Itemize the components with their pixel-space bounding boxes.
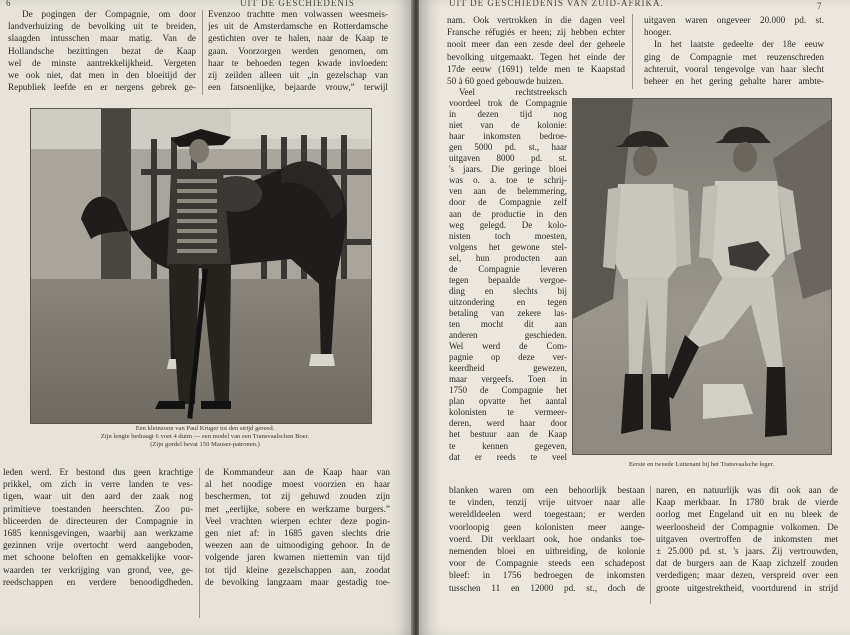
right-photo-caption: Eerste en tweede Luitenant bij het Transvaalsche leger. xyxy=(628,461,774,468)
left-photo-caption xyxy=(80,425,330,449)
text-line: Fransche réfugiés er heen; zij hebben echter xyxy=(447,27,625,38)
text-line: nooit meer dan een zesde deel der geheele xyxy=(447,39,625,50)
text-line: voor de Compagnie steeds een schadepost xyxy=(449,558,645,569)
text-line: volgende jaren kwamen niettemin van tijd xyxy=(205,552,390,563)
text-line: ven aan de belemmering, xyxy=(449,186,567,197)
text-line: 17de eeuw (1691) telde men te Kaapstad xyxy=(447,63,625,74)
column-rule xyxy=(199,468,200,618)
text-line: betaling van zekere las- xyxy=(449,307,567,318)
text-line: in dezen tijd nog xyxy=(449,109,567,120)
text-line: nam. Ook vertrokken in die dagen veel xyxy=(447,15,625,25)
text-line: gestichten over te halen, naar de Kaap te xyxy=(208,33,388,44)
text-line: gezinnen vrije overtocht werd aangeboden, xyxy=(3,540,193,551)
text-line: wel de minste aantrekkelijkheid. Vergeten xyxy=(8,57,196,68)
text-line: voordeel trok de Compagnie xyxy=(449,98,567,109)
right-page xyxy=(419,0,850,635)
text-line: naren, en natuurlijk was dit ook aan de xyxy=(656,485,838,495)
left-col1-top xyxy=(8,8,196,93)
right-running-head: UIT DE GESCHIEDENIS VAN ZUID-AFRIKA. xyxy=(449,0,664,8)
caption-line: Een kleinzoon van Paul Kruger tot den strijd gereed. xyxy=(135,425,275,432)
left-col2-bottom xyxy=(205,466,390,588)
text-line: de Compagnie leveren xyxy=(449,263,567,274)
right-page-number: 7 xyxy=(817,1,823,11)
lieutenants-illustration xyxy=(573,99,831,454)
left-col1-bottom xyxy=(3,466,193,588)
text-line: haar inkomsten bedroe- xyxy=(449,131,567,142)
text-line: we ook niet, dat men in den bloeitijd der xyxy=(8,70,196,81)
text-line: 50 à 60 goed gebouwde huizen. xyxy=(447,76,564,87)
text-line: al het noodige moest voorzien en haar xyxy=(205,479,390,490)
text-line: door de Compagnie zelf xyxy=(449,197,567,208)
text-line: tot tijd kleine gezelschappen aan, zoodat xyxy=(205,564,390,575)
left-running-head: UIT DE GESCHIEDENIS xyxy=(240,0,355,8)
lieutenants-photo xyxy=(572,98,832,455)
text-line: te vinden, tenzij vrije uitvoer naar alle xyxy=(449,497,645,508)
text-line: pagnie op deze ver- xyxy=(449,352,567,363)
text-line: gen niet af: in 1685 gaven slechts drie xyxy=(205,528,390,539)
text-line: sel, hun producten aan xyxy=(449,252,567,263)
text-line: wereldldeelen werd toegestaan; er werden xyxy=(449,509,645,520)
text-line: het bestuur aan de Kaap xyxy=(449,429,567,440)
caption-line: Zijn lengte bedraagt 6 voet 4 duim — een model van een Transvaalschen Boer. xyxy=(100,433,310,440)
text-line: niet van de kolonie: xyxy=(449,120,567,131)
text-line: met „eerlijke, sobere en werkzame burgers.” xyxy=(205,503,390,514)
column-rule xyxy=(650,486,651,604)
text-line: weezen aan de uitnoodiging gehoor. In de xyxy=(205,540,390,551)
text-line: zij zeilden alleen uit „in gezelschap van xyxy=(208,70,388,81)
text-line: keerdheid gewezen, xyxy=(449,363,567,374)
text-line: met schoone beloften en gemakkelijke voor- xyxy=(3,552,193,563)
text-line: tigen, waar uit den aard der zaak nog xyxy=(3,491,193,502)
text-line: uitzondering en tegen xyxy=(449,296,567,307)
text-line: ging de Compagnie met reuzenschreden xyxy=(644,51,824,62)
text-line: haar te behoeden tegen kwade invloeden: xyxy=(208,57,388,68)
text-line: ding en slechts bij xyxy=(449,285,567,296)
text-line: In het laatste gedeelte der 18e eeuw xyxy=(654,39,824,50)
text-line: Kaap merkbaar. In 1780 brak de vierde xyxy=(656,497,838,508)
text-line: beheer en het gering gehalte harer ambte- xyxy=(644,76,824,87)
text-line: jes uit de Amsterdamsche en Rotterdamsche xyxy=(208,21,388,32)
text-line: ± 25.000 pd. st. 's jaars. Zij vertrouwden, xyxy=(656,546,838,557)
right-col2-top xyxy=(644,14,824,87)
text-line: Republiek leefde en er nergens gebrek ge- xyxy=(8,82,196,93)
text-line: primitieve toestanden heerschten. Zoo pu- xyxy=(3,503,193,514)
text-line: Hollandsche bezittingen bezat de Kaap xyxy=(8,45,196,56)
text-line: weg gelegd. De kolo- xyxy=(449,219,567,230)
text-line: prikkel, om zich in verre landen te ves- xyxy=(3,479,193,490)
text-line: kolonisten te vermeer- xyxy=(449,407,567,418)
text-line: achteruit, vooral tengevolge van haar slecht xyxy=(644,63,824,74)
text-line: tusschen 11 en 12000 pd. st., doch de xyxy=(449,582,645,593)
left-col2-top xyxy=(208,8,388,93)
text-line: tegen bepaalde vergoe- xyxy=(449,274,567,285)
text-line: Evenzoo trachtte men volwassen weesmeis- xyxy=(208,9,388,19)
right-narrow-column xyxy=(449,87,567,463)
text-line: gen 5000 pd. st., haar xyxy=(449,142,567,153)
text-line: verdedigen; maar dezen, verspreid over een xyxy=(656,570,838,581)
text-line: landverhuizing de bevolking uit te breiden, xyxy=(8,21,196,32)
text-line: een fatsoenlijke, bejaarde vrouw,” terwijl xyxy=(208,82,388,93)
text-line: Veel vrachten wierpen echter deze pogin- xyxy=(205,515,390,526)
text-line: uitgaven 8000 pd. st. xyxy=(449,153,567,164)
column-rule xyxy=(632,14,633,89)
text-line: bleef: in 1756 bedroegen de inkomsten xyxy=(449,570,645,581)
text-line: bevolking uitgemaakt. Tegen het einde der xyxy=(447,51,625,62)
text-line: waarden ter verkrijging van grond, vee, ge- xyxy=(3,564,193,575)
right-col1-top xyxy=(447,14,625,87)
text-line: nisten toch moesten, xyxy=(449,230,567,241)
text-line: 's jaars. Die geringe bloei xyxy=(449,164,567,175)
text-line: groote uitgestrektheid, voortdurend in strijd xyxy=(656,582,838,593)
column-rule xyxy=(202,10,203,95)
text-line: gaan. Voorzorgen werden genomen, om xyxy=(208,45,388,56)
text-line: deren, werd haar door xyxy=(449,418,567,429)
text-line: slaagden intusschen maar matig. Van de xyxy=(8,33,196,44)
text-line: maar vergeefs. Toen in xyxy=(449,374,567,385)
text-line: reedschappen en verdere benoodigdheden. xyxy=(3,576,193,587)
left-page-number: 6 xyxy=(6,0,12,8)
text-line: dat de burgers aan de Kaap zichzelf zouden xyxy=(656,558,838,569)
boer-with-horse-illustration xyxy=(31,109,371,423)
text-line: leden werd. Er bestond dus geen krachtige xyxy=(3,467,193,477)
text-line: aan de productie in den xyxy=(449,208,567,219)
text-line: plan opvatte het aantal xyxy=(449,396,567,407)
text-line: oorlog met Engeland uit en nu bleek de xyxy=(656,509,838,520)
text-line: ten mocht dit aan xyxy=(449,318,567,329)
text-line: was o. a. toe te schrij- xyxy=(449,175,567,186)
text-line: voerd. Dit verklaart ook, hoe ondanks toe- xyxy=(449,533,645,544)
text-line: Wel werd de Com- xyxy=(449,341,567,352)
boer-with-horse-photo xyxy=(30,108,372,424)
right-col2-bottom xyxy=(656,484,838,594)
text-line: uitgaven waren ongeveer 20.000 pd. st. xyxy=(644,15,824,25)
text-line: dat er reeds te veel xyxy=(449,451,567,462)
text-line: bliceerden de directeuren der Compagnie in xyxy=(3,515,193,526)
text-line: nemenden bloei en uitbreiding, de kolonie xyxy=(449,546,645,557)
text-line: De pogingen der Compagnie, om door xyxy=(22,9,196,19)
right-col1-bottom xyxy=(449,484,645,594)
text-line: beschermen, tot zij gehuwd zouden zijn xyxy=(205,491,390,502)
caption-line: (Zijn gordel bevat 150 Mauser-patronen.) xyxy=(150,441,260,448)
left-page xyxy=(0,0,413,635)
text-line: de bevolking langzaam maar gestadig toe- xyxy=(205,576,390,587)
text-line: Veel rechtstreeksch xyxy=(459,87,567,97)
text-line: 1750 de Compagnie het xyxy=(449,385,567,396)
text-line: hooger. xyxy=(644,27,672,38)
text-line: voorloopig geen kolonisten meer aange- xyxy=(449,521,645,532)
text-line: blanken waren om een behoorlijk bestaan xyxy=(449,485,645,495)
text-line: de Kommandeur aan de Kaap haar van xyxy=(205,467,390,477)
text-line: weerloosheid der Compagnie volkomen. De xyxy=(656,521,838,532)
text-line: te kennen gegeven, xyxy=(449,440,567,451)
text-line: 1685 kennisgevingen, waarbij aan werkzame xyxy=(3,528,193,539)
text-line: uitgaven overtroffen de inkomsten met xyxy=(656,533,838,544)
text-line: anderen geschieden. xyxy=(449,330,567,341)
text-line: volgens het gewone stel- xyxy=(449,241,567,252)
